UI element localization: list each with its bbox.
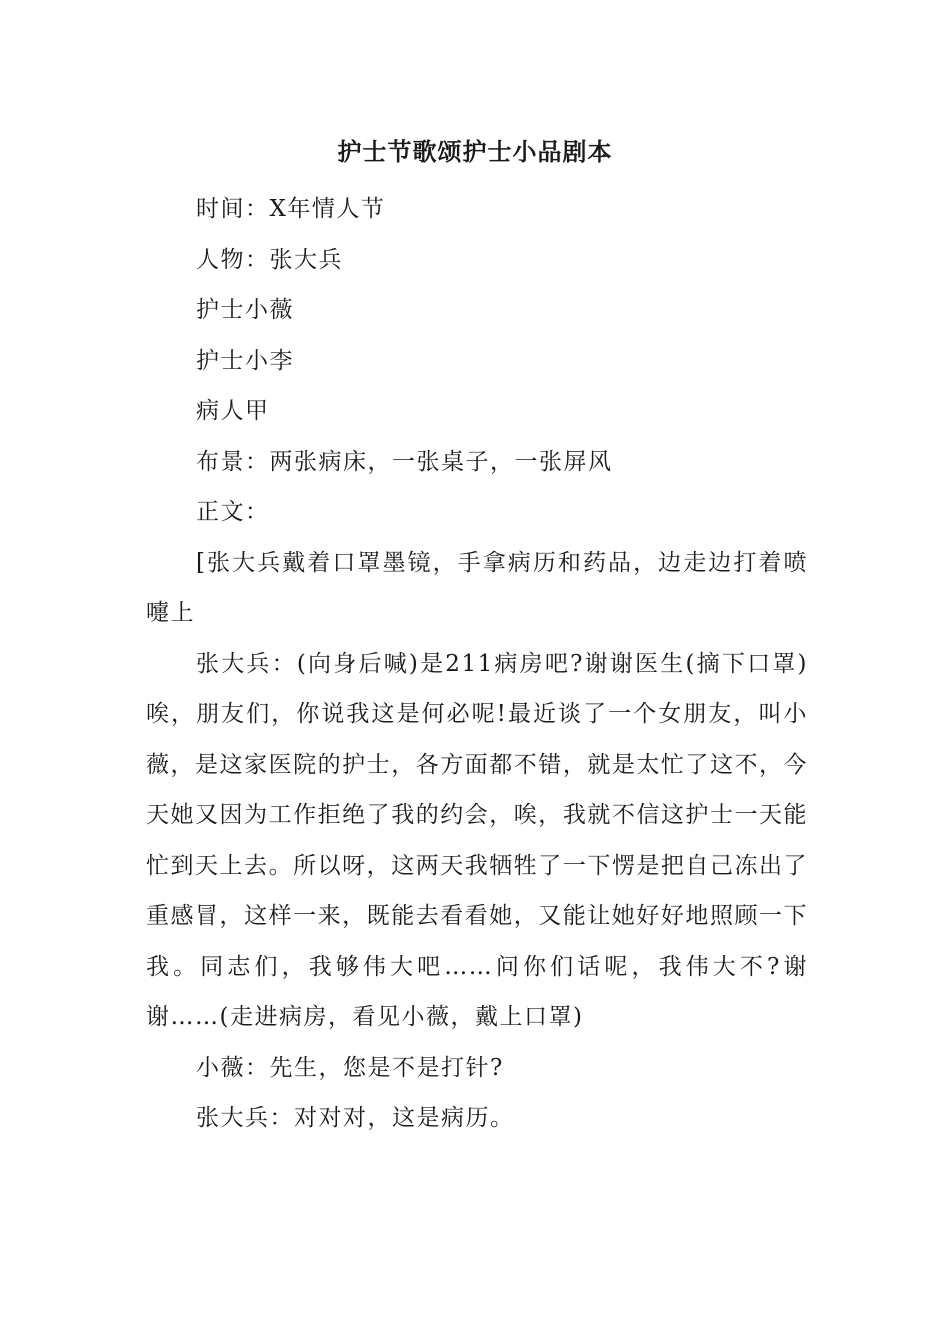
paragraph-setting: 布景：两张病床，一张桌子，一张屏风 bbox=[196, 448, 613, 475]
document-body bbox=[146, 184, 808, 1144]
paragraph-main-text-label: 正文： bbox=[196, 499, 270, 525]
paragraph-monologue: 张大兵：(向身后喊)是211病房吧?谢谢医生(摘下口罩)唉，朋友们，你说我这是何必呢!最近谈了一个女朋友，叫小薇，是这家医院的护士，各方面都不错，就是太忙了这不，今天她又因为工作拒绝了我的约会，唉，我就不信这护士一天能忙到天上去。所以呀，这两天我牺牲了一下愣是把自己冻出了重感冒，这样一来，既能去看看她，又能让她好好地照顾一下我。同志们，我够伟大吧……问你们话呢，我伟大不?谢谢……(走进病房，看见小薇，戴上口罩) bbox=[146, 650, 808, 1030]
paragraph-character-xiaowei: 护士小薇 bbox=[196, 297, 294, 323]
paragraph-stage-direction: [张大兵戴着口罩墨镜，手拿病历和药品，边走边打着喷嚏上 bbox=[146, 549, 808, 626]
document-title: 护士节歌颂护士小品剧本 bbox=[337, 137, 613, 166]
paragraph-time: 时间：X年情人节 bbox=[196, 196, 386, 222]
paragraph-dialogue-xiaowei: 小薇：先生，您是不是打针? bbox=[196, 1054, 504, 1081]
paragraph-dialogue-zhangdabing: 张大兵：对对对，这是病历。 bbox=[196, 1105, 515, 1131]
paragraph-characters: 人物：张大兵 bbox=[196, 246, 343, 273]
paragraph-character-patient: 病人甲 bbox=[196, 398, 270, 424]
paragraph-character-xiaoli: 护士小李 bbox=[196, 347, 294, 374]
